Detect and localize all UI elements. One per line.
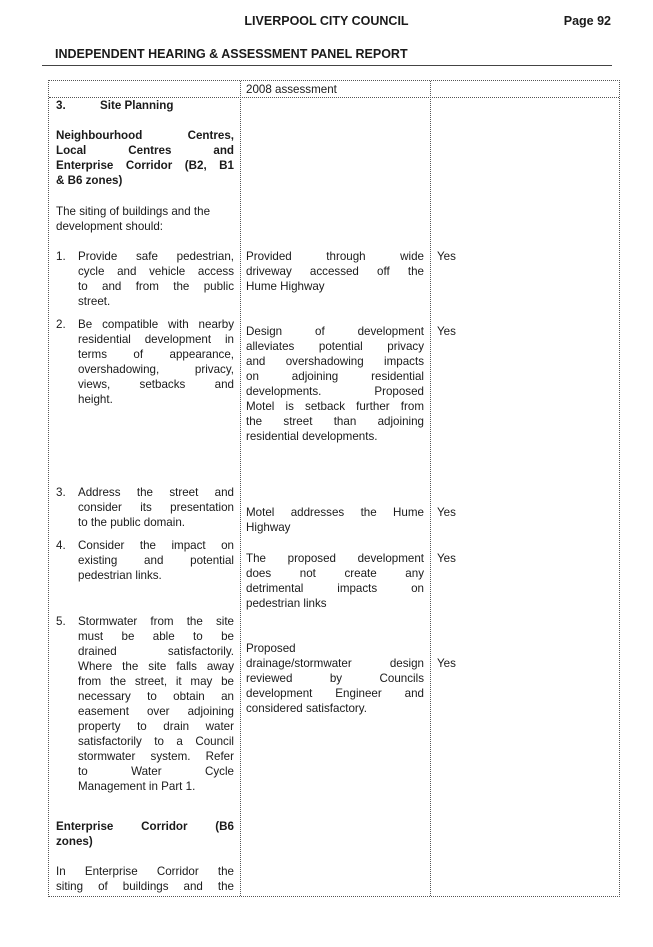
comment-line: driveway accessed off the (246, 265, 424, 278)
council-name: LIVERPOOL CITY COUNCIL (244, 14, 409, 28)
item-number: 1. (56, 250, 66, 263)
intro-line: The siting of buildings and the (56, 205, 211, 218)
comment-line: residential developments. (246, 430, 378, 443)
enterprise-intro-line: In Enterprise Corridor the (56, 865, 234, 878)
column-divider-1 (240, 81, 241, 896)
control-line: to Water Cycle (78, 765, 234, 778)
complies-value: Yes (437, 506, 456, 519)
control-line: to the public domain. (78, 516, 185, 529)
control-line: Address the street and (78, 486, 234, 499)
control-line: Be compatible with nearby (78, 318, 234, 331)
control-line: existing and potential (78, 554, 234, 567)
column-divider-2 (430, 81, 431, 896)
control-line: overshadowing, privacy, (78, 363, 234, 376)
comment-line: Motel addresses the Hume (246, 506, 424, 519)
control-line: Provide safe pedestrian, (78, 250, 234, 263)
complies-value: Yes (437, 657, 456, 670)
intro-line: development should: (56, 220, 163, 233)
comment-line: Hume Highway (246, 280, 325, 293)
comment-line: Proposed (246, 642, 296, 655)
comment-line: alleviates potential privacy (246, 340, 424, 353)
zones-heading-line: Neighbourhood Centres, (56, 129, 234, 142)
comment-line: the street than adjoining (246, 415, 424, 428)
complies-value: Yes (437, 250, 456, 263)
comment-line: The proposed development (246, 552, 424, 565)
section-title: Site Planning (100, 99, 174, 112)
comment-line: detrimental impacts on (246, 582, 424, 595)
control-line: street. (78, 295, 111, 308)
control-line: Management in Part 1. (78, 780, 196, 793)
comment-line: Motel is setback further from (246, 400, 424, 413)
page-number: Page 92 (563, 14, 611, 28)
header-rule (42, 65, 612, 66)
control-line: stormwater system. Refer (78, 750, 234, 763)
control-line: height. (78, 393, 113, 406)
enterprise-heading-line: zones) (56, 835, 93, 848)
zones-heading-line: & B6 zones) (56, 174, 123, 187)
comment-line: and overshadowing impacts (246, 355, 424, 368)
control-line: Consider the impact on (78, 539, 234, 552)
comment-line: Design of development (246, 325, 424, 338)
control-line: residential development in (78, 333, 234, 346)
control-line: satisfactorily to a Council (78, 735, 234, 748)
report-title: INDEPENDENT HEARING & ASSESSMENT PANEL REPORT (55, 47, 408, 61)
control-line: terms of appearance, (78, 348, 234, 361)
control-line: property to drain water (78, 720, 234, 733)
comment-line: reviewed by Councils (246, 672, 424, 685)
control-line: necessary to obtain an (78, 690, 234, 703)
item-number: 2. (56, 318, 66, 331)
control-line: cycle and vehicle access (78, 265, 234, 278)
control-line: consider its presentation (78, 501, 234, 514)
item-number: 5. (56, 615, 66, 628)
zones-heading-line: Enterprise Corridor (B2, B1 (56, 159, 234, 172)
comment-line: pedestrian links (246, 597, 327, 610)
item-number: 3. (56, 486, 66, 499)
control-line: views, setbacks and (78, 378, 234, 391)
section-number: 3. (56, 99, 66, 112)
control-line: Where the site falls away (78, 660, 234, 673)
zones-heading-line: Local Centres and (56, 144, 234, 157)
control-line: Stormwater from the site (78, 615, 234, 628)
enterprise-intro-line: siting of buildings and the (56, 880, 234, 893)
control-line: drained satisfactorily. (78, 645, 234, 658)
top-cell-text: 2008 assessment (246, 83, 337, 96)
item-number: 4. (56, 539, 66, 552)
comment-line: does not create any (246, 567, 424, 580)
enterprise-heading-line: Enterprise Corridor (B6 (56, 820, 234, 833)
complies-value: Yes (437, 325, 456, 338)
control-line: from the street, it may be (78, 675, 234, 688)
comment-line: developments. Proposed (246, 385, 424, 398)
comment-line: Highway (246, 521, 291, 534)
complies-value: Yes (437, 552, 456, 565)
comment-line: development Engineer and (246, 687, 424, 700)
control-line: to and from the public (78, 280, 234, 293)
comment-line: considered satisfactory. (246, 702, 367, 715)
comment-line: drainage/stormwater design (246, 657, 424, 670)
assessment-table (48, 80, 620, 897)
comment-line: Provided through wide (246, 250, 424, 263)
control-line: must be able to be (78, 630, 234, 643)
control-line: pedestrian links. (78, 569, 162, 582)
control-line: easement over adjoining (78, 705, 234, 718)
comment-line: on adjoining residential (246, 370, 424, 383)
